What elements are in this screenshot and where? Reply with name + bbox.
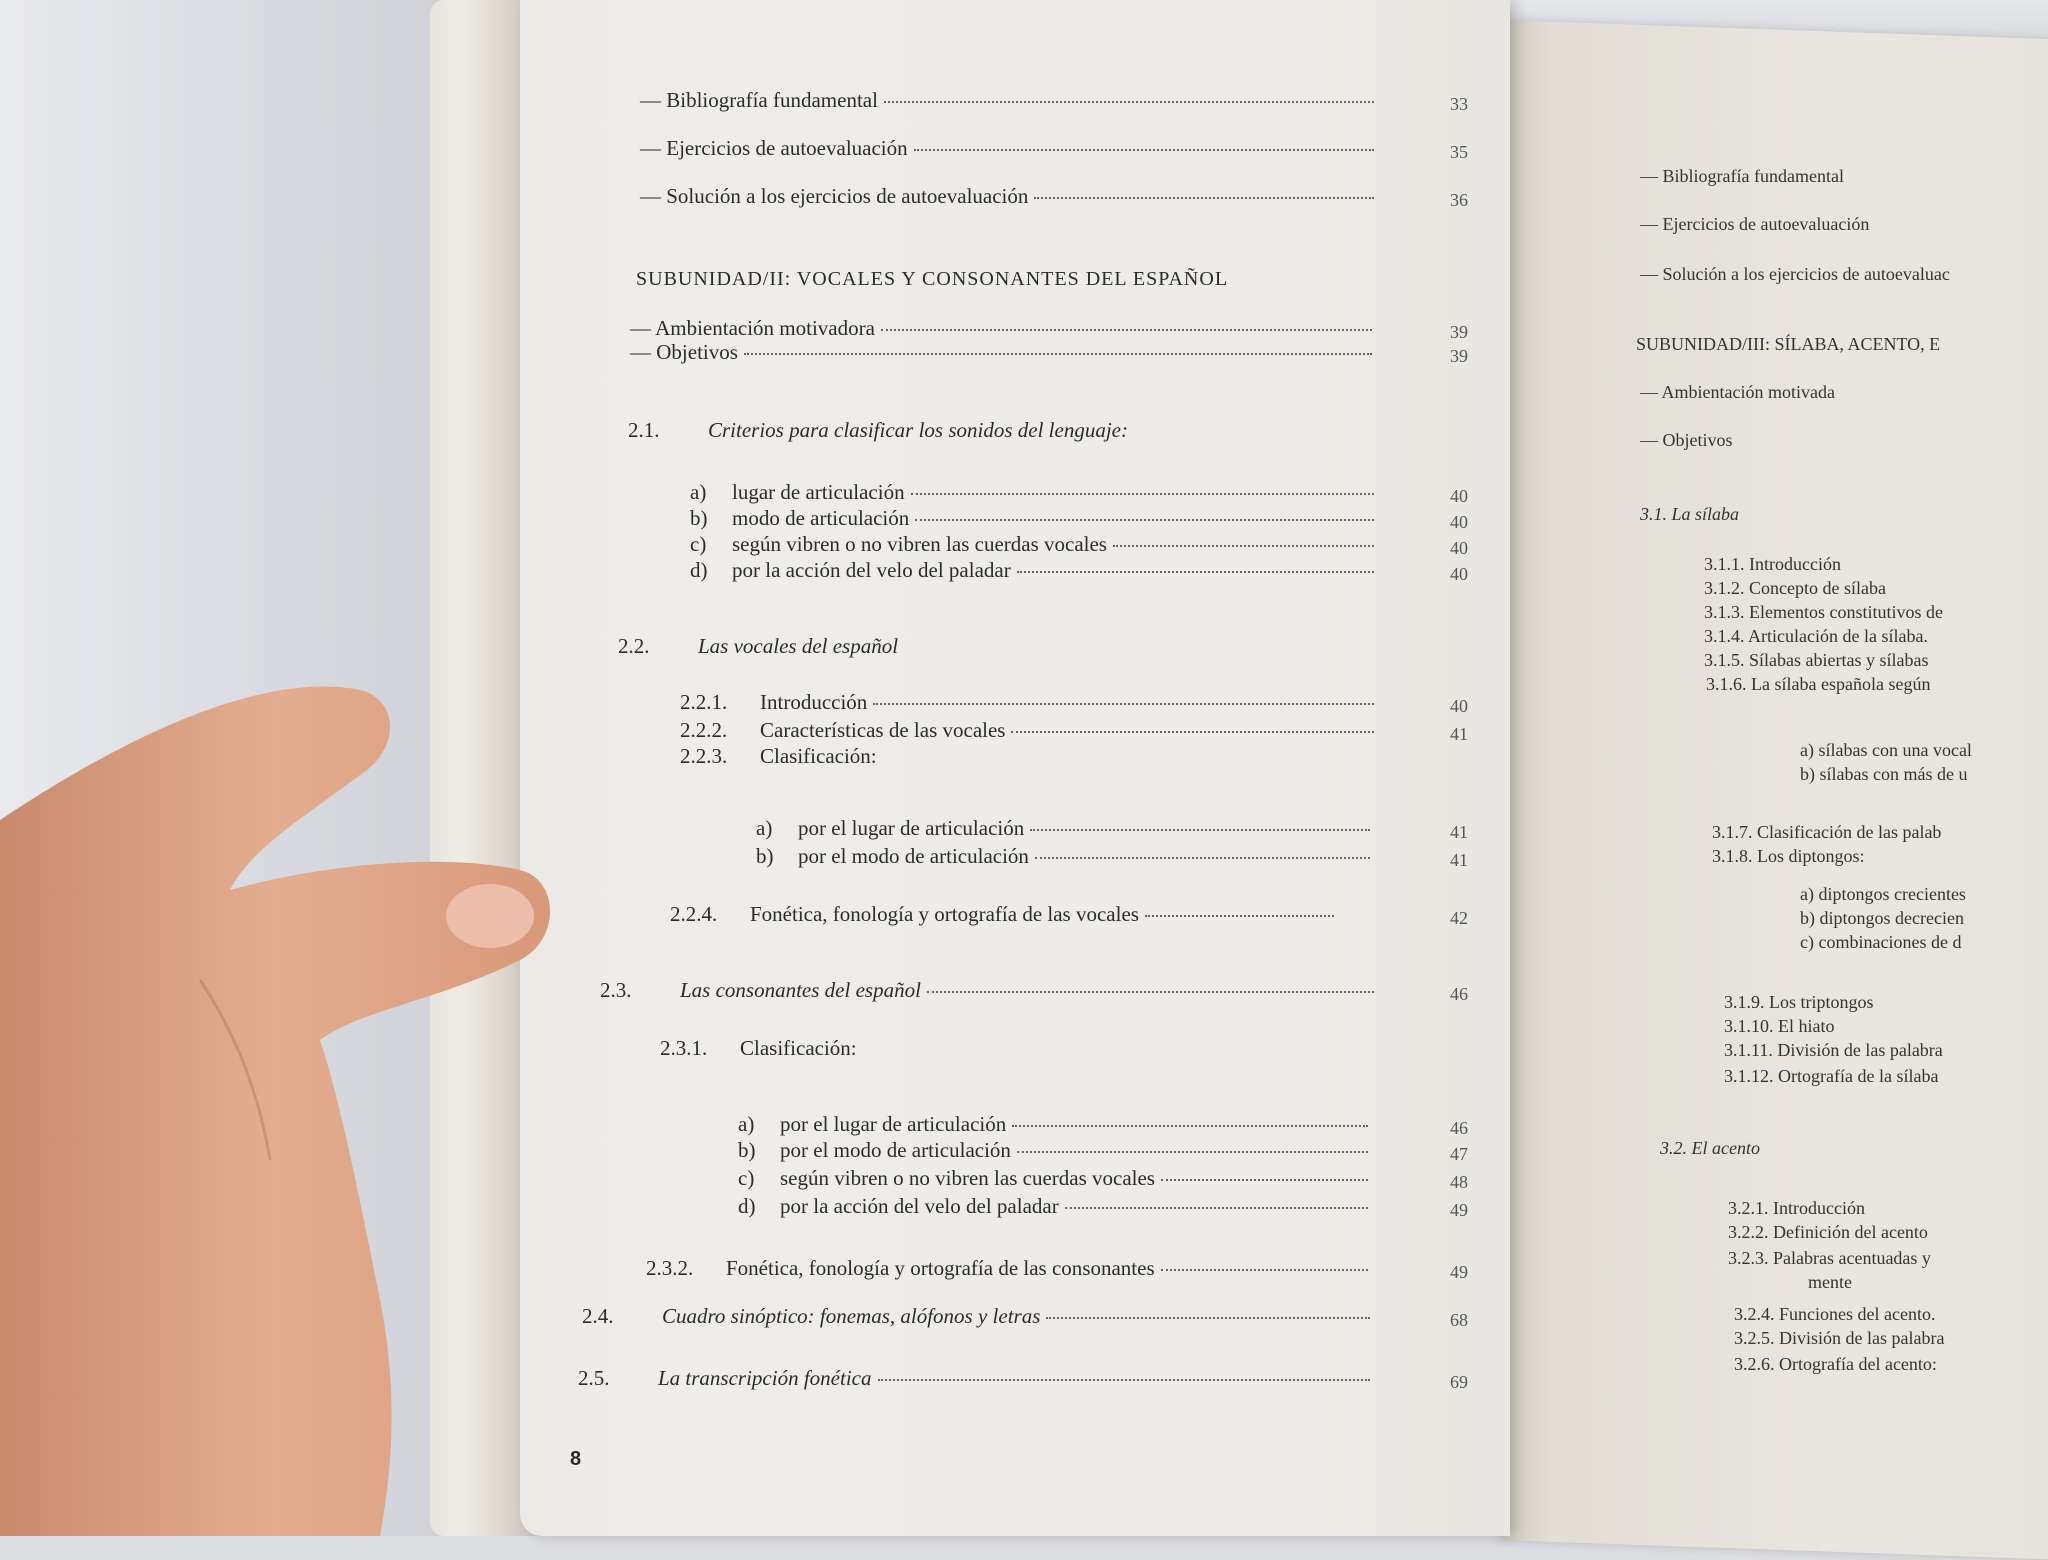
- page-number: 41: [1450, 724, 1468, 744]
- dot-leader: [1017, 1151, 1368, 1153]
- dot-leader: [1034, 197, 1374, 199]
- dot-leader: [1145, 915, 1334, 917]
- dot-leader: [1011, 731, 1374, 733]
- toc-entry-right: 3.1. La sílaba: [1640, 504, 1740, 524]
- section-heading: [600, 978, 1380, 1003]
- toc-entry-right: a) diptongos crecientes: [1800, 884, 1966, 904]
- page-number: 41: [1450, 822, 1468, 842]
- toc-entry-right: — Ambientación motivada: [1640, 382, 1835, 402]
- entry-label: por el modo de articulación: [798, 844, 1029, 868]
- toc-subentry: [646, 1256, 1374, 1281]
- dot-leader: [1012, 1125, 1368, 1127]
- section-heading: [578, 1366, 1376, 1391]
- subunit-heading-right: SUBUNIDAD/III: SÍLABA, ACENTO, E: [1636, 334, 1941, 354]
- entry-label: por el modo de articulación: [780, 1138, 1011, 1162]
- dot-leader: [1161, 1179, 1368, 1181]
- entry-number: 2.3.2.: [646, 1256, 694, 1280]
- entry-label: Las consonantes del español: [680, 978, 921, 1002]
- toc-entry: [640, 184, 1380, 209]
- toc-subentry: [670, 902, 1340, 927]
- entry-label: según vibren o no vibren las cuerdas vocales: [780, 1166, 1155, 1190]
- dot-leader: [914, 149, 1374, 151]
- entry-label: — Bibliografía fundamental: [640, 88, 878, 112]
- entry-number: b): [738, 1138, 756, 1162]
- toc-entry-right: 3.1.6. La sílaba española según: [1706, 674, 1931, 694]
- dot-leader: [1046, 1317, 1370, 1319]
- entry-label: Criterios para clasificar los sonidos del lenguaje:: [708, 418, 1128, 442]
- page-number: 33: [1450, 94, 1468, 114]
- entry-number: 2.4.: [582, 1304, 614, 1328]
- toc-entry-right: 3.2.1. Introducción: [1728, 1198, 1865, 1218]
- entry-number: d): [738, 1194, 756, 1218]
- dot-leader: [1035, 857, 1370, 859]
- toc-subentry: [690, 532, 1380, 557]
- dot-leader: [884, 101, 1374, 103]
- entry-label: — Objetivos: [630, 340, 738, 364]
- toc-entry-right: 3.2.4. Funciones del acento.: [1734, 1304, 1936, 1324]
- toc-entry-right: 3.2.2. Definición del acento: [1728, 1222, 1928, 1242]
- page-number: 40: [1450, 564, 1468, 584]
- toc-entry-right: 3.1.1. Introducción: [1704, 554, 1841, 574]
- toc-entry-right: 3.2. El acento: [1660, 1138, 1760, 1158]
- entry-number: 2.2.4.: [670, 902, 718, 926]
- entry-label: según vibren o no vibren las cuerdas vocales: [732, 532, 1107, 556]
- dot-leader: [878, 1379, 1371, 1381]
- entry-label: — Ejercicios de autoevaluación: [640, 136, 908, 160]
- entry-label: lugar de articulación: [732, 480, 905, 504]
- toc-entry-right: 3.1.9. Los triptongos: [1724, 992, 1874, 1012]
- toc-entry-right: 3.1.7. Clasificación de las palab: [1712, 822, 1942, 842]
- entry-number: a): [690, 480, 707, 504]
- toc-subentry: [680, 718, 1380, 743]
- entry-number: c): [690, 532, 707, 556]
- toc-entry-right: 3.1.4. Articulación de la sílaba.: [1704, 626, 1928, 646]
- page-number: 40: [1450, 538, 1468, 558]
- toc-entry-right: c) combinaciones de d: [1800, 932, 1962, 952]
- page-number: 42: [1450, 908, 1468, 928]
- page-number: 40: [1450, 512, 1468, 532]
- entry-label: Clasificación:: [740, 1036, 857, 1060]
- page-number: 46: [1450, 984, 1468, 1004]
- entry-number: 2.2.3.: [680, 744, 728, 768]
- toc-subentry: [660, 1036, 1160, 1061]
- dot-leader: [1017, 571, 1374, 573]
- toc-subentry: [738, 1112, 1374, 1137]
- toc-entry-right: — Ejercicios de autoevaluación: [1640, 214, 1870, 234]
- toc-subentry: [756, 844, 1376, 869]
- toc-entry: [630, 340, 1378, 365]
- section-heading: [618, 634, 1218, 659]
- page-number: 69: [1450, 1372, 1468, 1392]
- toc-entry-right: 3.1.8. Los diptongos:: [1712, 846, 1865, 866]
- entry-label: — Ambientación motivadora: [630, 316, 875, 340]
- entry-label: — Solución a los ejercicios de autoevaluación: [640, 184, 1029, 208]
- page-number: 49: [1450, 1200, 1468, 1220]
- entry-label: por la acción del velo del paladar: [732, 558, 1011, 582]
- entry-number: b): [690, 506, 708, 530]
- entry-label: por el lugar de articulación: [798, 816, 1025, 840]
- toc-entry-right: — Solución a los ejercicios de autoevaluac: [1640, 264, 1950, 284]
- dot-leader: [927, 991, 1374, 993]
- entry-number: a): [738, 1112, 755, 1136]
- toc-entry: [630, 316, 1378, 341]
- entry-label: Las vocales del español: [698, 634, 899, 658]
- toc-entry-right: 3.2.3. Palabras acentuadas y: [1728, 1248, 1931, 1268]
- toc-entry: [640, 88, 1380, 113]
- toc-entry-right: 3.1.10. El hiato: [1724, 1016, 1835, 1036]
- dot-leader: [1030, 829, 1370, 831]
- entry-label: Introducción: [760, 690, 868, 714]
- page-number: 36: [1450, 190, 1468, 210]
- page-number: 39: [1450, 346, 1468, 366]
- page-number: 40: [1450, 486, 1468, 506]
- toc-entry-right: b) sílabas con más de u: [1800, 764, 1968, 784]
- entry-number: 2.3.1.: [660, 1036, 708, 1060]
- toc-entry-right: 3.1.2. Concepto de sílaba: [1704, 578, 1886, 598]
- toc-entry-right: — Objetivos: [1640, 430, 1733, 450]
- toc-subentry: [690, 506, 1380, 531]
- section-heading: [582, 1304, 1376, 1329]
- toc-subentry: [738, 1138, 1374, 1163]
- entry-label: modo de articulación: [732, 506, 910, 530]
- toc-subentry: [690, 558, 1380, 583]
- toc-subentry: [690, 480, 1380, 505]
- page-number: 47: [1450, 1144, 1468, 1164]
- toc-entry-right: 3.1.11. División de las palabra: [1724, 1040, 1943, 1060]
- dot-leader: [1113, 545, 1374, 547]
- page-number: 40: [1450, 696, 1468, 716]
- entry-number: c): [738, 1166, 755, 1190]
- dot-leader: [1161, 1269, 1368, 1271]
- entry-label: por el lugar de articulación: [780, 1112, 1007, 1136]
- toc-subentry: [680, 690, 1380, 715]
- entry-number: 2.2.: [618, 634, 650, 658]
- section-heading: [628, 418, 1328, 443]
- toc-subentry: [756, 816, 1376, 841]
- entry-label: Fonética, fonología y ortografía de las vocales: [750, 902, 1139, 926]
- entry-number: d): [690, 558, 708, 582]
- page-number: 68: [1450, 1310, 1468, 1330]
- dot-leader: [915, 519, 1374, 521]
- toc-entry-right: 3.1.5. Sílabas abiertas y sílabas: [1704, 650, 1929, 670]
- dot-leader: [873, 703, 1374, 705]
- entry-label: La transcripción fonética: [658, 1366, 872, 1390]
- page-number: 48: [1450, 1172, 1468, 1192]
- toc-entry-right: 3.1.3. Elementos constitutivos de: [1704, 602, 1943, 622]
- entry-number: 2.3.: [600, 978, 632, 1002]
- entry-label: Fonética, fonología y ortografía de las consonantes: [726, 1256, 1155, 1280]
- entry-label: por la acción del velo del paladar: [780, 1194, 1059, 1218]
- dot-leader: [911, 493, 1374, 495]
- hand-holding-book: [0, 680, 560, 1536]
- toc-entry: [640, 136, 1380, 161]
- page-number: 41: [1450, 850, 1468, 870]
- toc-subentry: [738, 1194, 1374, 1219]
- entry-label: Clasificación:: [760, 744, 877, 768]
- entry-number: 2.2.1.: [680, 690, 728, 714]
- page-number: 39: [1450, 322, 1468, 342]
- dot-leader: [881, 329, 1372, 331]
- entry-number: 2.5.: [578, 1366, 610, 1390]
- entry-label: Cuadro sinóptico: fonemas, alófonos y letras: [662, 1304, 1041, 1328]
- page-number: 46: [1450, 1118, 1468, 1138]
- entry-number: b): [756, 844, 774, 868]
- toc-subentry: [738, 1166, 1374, 1191]
- toc-entry-right: 3.2.6. Ortografía del acento:: [1734, 1354, 1937, 1374]
- entry-number: 2.1.: [628, 418, 660, 442]
- toc-entry-right: mente: [1808, 1272, 1852, 1292]
- toc-subentry: [680, 744, 1380, 769]
- dot-leader: [744, 353, 1372, 355]
- page-number: 35: [1450, 142, 1468, 162]
- subunit-heading: SUBUNIDAD/II: VOCALES Y CONSONANTES DEL ESPAÑOL: [636, 268, 1229, 290]
- page-number: 49: [1450, 1262, 1468, 1282]
- page-folio: 8: [570, 1448, 582, 1470]
- entry-number: 2.2.2.: [680, 718, 728, 742]
- toc-entry-right: b) diptongos decrecien: [1800, 908, 1964, 928]
- dot-leader: [1065, 1207, 1368, 1209]
- entry-label: Características de las vocales: [760, 718, 1006, 742]
- toc-entry-right: 3.2.5. División de las palabra: [1734, 1328, 1945, 1348]
- toc-entry-right: — Bibliografía fundamental: [1640, 166, 1844, 186]
- toc-entry-right: 3.1.12. Ortografía de la sílaba: [1724, 1066, 1939, 1086]
- entry-number: a): [756, 816, 773, 840]
- toc-entry-right: a) sílabas con una vocal: [1800, 740, 1972, 760]
